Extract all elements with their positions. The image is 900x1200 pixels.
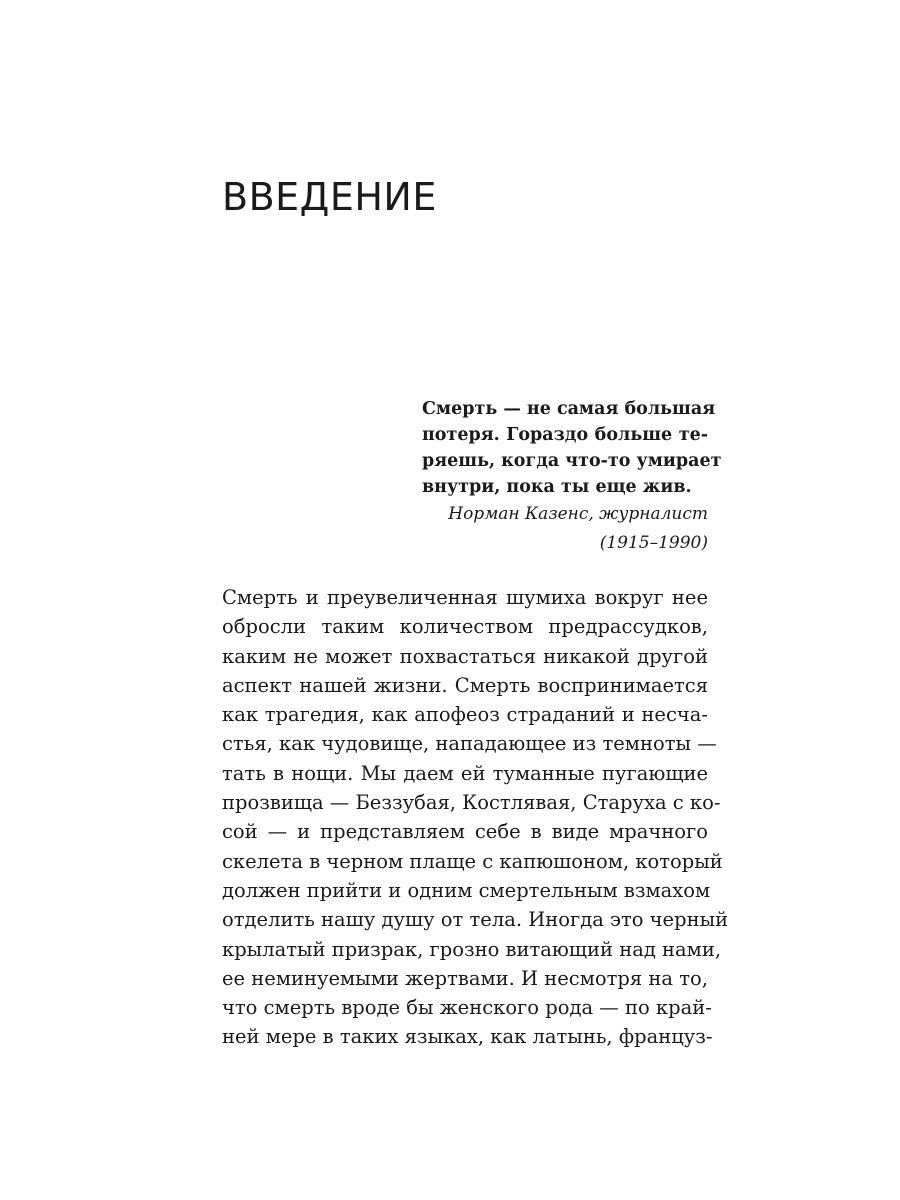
body-line: прозвища — Беззубая, Костлявая, Старуха с ко- [222, 791, 721, 815]
body-line: скелета в черном плаще с капюшоном, который [222, 849, 723, 873]
epigraph-attribution-years: (1915–1990) [599, 533, 708, 553]
epigraph-line: ряешь, когда что-то умирает [422, 451, 722, 471]
epigraph-line: потеря. Гораздо больше те- [422, 425, 708, 445]
body-line: должен прийти и одним смертельным взмахом [222, 878, 711, 902]
epigraph-line: внутри, пока ты еще жив. [422, 477, 692, 497]
body-line: тать в нощи. Мы даем ей туманные пугающие [222, 761, 708, 785]
body-line: сой — и представляем себе в виде мрачного [222, 820, 708, 844]
epigraph-attribution-author: Норман Казенс, журналист [448, 504, 708, 524]
body-line: что смерть вроде бы женского рода — по край- [222, 996, 712, 1020]
body-line: аспект нашей жизни. Смерть воспринимается [222, 673, 708, 697]
body-line: стья, как чудовище, нападающее из темноты — [222, 732, 717, 756]
body-line: каким не может похвастаться никакой другой [222, 644, 708, 668]
body-line: отделить нашу душу от тела. Иногда это черный [222, 908, 729, 932]
body-line: Смерть и преувеличенная шумиха вокруг нее [222, 586, 708, 609]
body-line: как трагедия, как апофеоз страданий и несча- [222, 703, 708, 727]
epigraph [422, 396, 722, 558]
epigraph-line: Смерть — не самая большая [422, 399, 716, 419]
body-line: обросли таким количеством предрассудков, [222, 615, 708, 639]
body-line: крылатый призрак, грозно витающий над нами, [222, 937, 722, 961]
body-paragraph [222, 583, 729, 1052]
body-line: ней мере в таких языках, как латынь, француз- [222, 1025, 713, 1049]
body-line: ее неминуемыми жертвами. И несмотря на то, [222, 966, 708, 990]
chapter-title: ВВЕДЕНИЕ [222, 175, 437, 219]
